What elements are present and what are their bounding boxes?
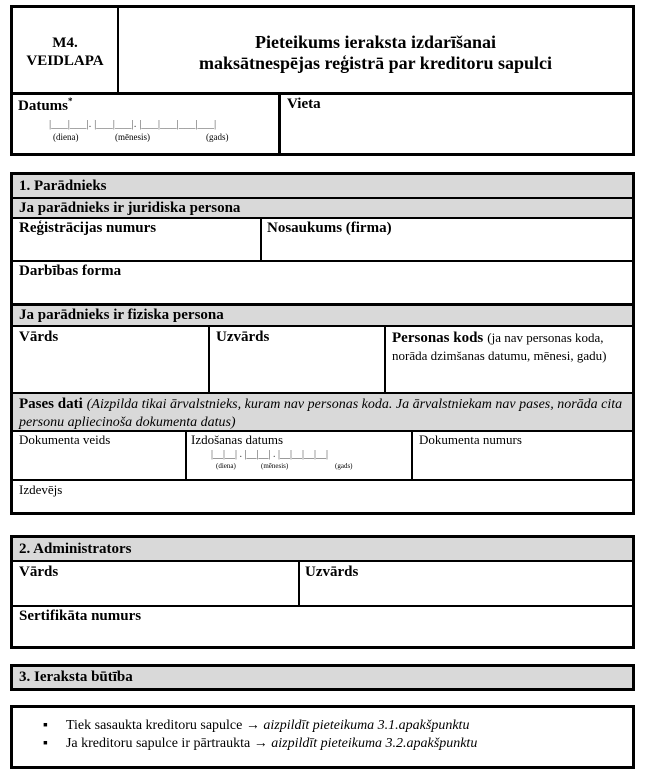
natural-person-title: Ja parādnieks ir fiziska persona xyxy=(19,307,224,323)
option-item[interactable]: ▪ Tiek sasaukta kreditoru sapulce → aizpildīt pieteikuma 3.1.apakšpunktu xyxy=(43,718,470,733)
place-label: Vieta xyxy=(287,96,321,112)
month-hint: (mēnesis) xyxy=(261,462,289,470)
reg-number-label: Reģistrācijas numurs xyxy=(19,220,157,236)
last-name-label: Uzvārds xyxy=(216,329,270,345)
day-hint: (diena) xyxy=(216,462,236,470)
admin-last-name-label: Uzvārds xyxy=(305,564,359,580)
section-administrator xyxy=(10,535,635,649)
section3-title: 3. Ieraksta būtība xyxy=(19,669,133,685)
name-firm-label: Nosaukums (firma) xyxy=(267,220,392,236)
personal-code-label: Personas kods xyxy=(392,330,484,346)
issue-date-label: Izdošanas datums xyxy=(191,432,284,447)
form-title-line1: Pieteikums ieraksta izdarīšanai xyxy=(255,32,496,52)
form-header xyxy=(10,5,635,156)
date-input[interactable]: |___|___|. |___|___|. |___|___|___|___| xyxy=(49,118,217,130)
place-field[interactable] xyxy=(281,94,632,153)
cert-number-label: Sertifikāta numurs xyxy=(19,608,142,624)
passport-note: (Aizpilda tikai ārvalstnieks, kuram nav personas koda. Ja ārvalstniekam nav pases, norāda cita personu apliecinoša dokumenta datus) xyxy=(19,397,623,430)
section-debtor xyxy=(10,172,635,515)
activity-form-label: Darbības forma xyxy=(19,263,122,279)
bullet-icon: ▪ xyxy=(43,718,48,733)
section-entry-nature xyxy=(10,664,635,691)
first-name-label: Vārds xyxy=(19,329,59,345)
doc-number-label: Dokumenta numurs xyxy=(419,432,522,447)
option-item[interactable]: ▪ Ja kreditoru sapulce ir pārtraukta → aizpildīt pieteikuma 3.2.apakšpunktu xyxy=(43,736,478,751)
section2-title: 2. Administrators xyxy=(19,541,132,557)
passport-label: Pases dati xyxy=(19,396,83,412)
form-code: M4. xyxy=(52,35,78,51)
legal-person-title: Ja parādnieks ir juridiska persona xyxy=(19,200,241,216)
personal-code-note: (ja nav personas koda, norāda dzimšanas datumu, mēnesi, gadu) xyxy=(392,330,607,363)
section1-title: 1. Parādnieks xyxy=(19,178,107,194)
date-label: Datums xyxy=(18,98,69,114)
year-hint: (gads) xyxy=(206,132,229,142)
month-hint: (mēnesis) xyxy=(115,132,150,142)
issuer-label: Izdevējs xyxy=(19,482,63,497)
options-box xyxy=(10,705,635,769)
year-hint: (gads) xyxy=(335,462,353,470)
day-hint: (diena) xyxy=(53,132,79,142)
bullet-icon: ▪ xyxy=(43,736,48,751)
required-mark: * xyxy=(68,96,73,106)
issue-date-input[interactable]: |__|__| . |__|__| . |__|__|__|__| xyxy=(211,449,329,460)
form-title-line2: maksātnespējas reģistrā par kreditoru sapulci xyxy=(198,53,552,73)
admin-first-name-label: Vārds xyxy=(19,564,59,580)
form-type: VEIDLAPA xyxy=(26,53,104,69)
doc-type-label: Dokumenta veids xyxy=(19,432,111,447)
